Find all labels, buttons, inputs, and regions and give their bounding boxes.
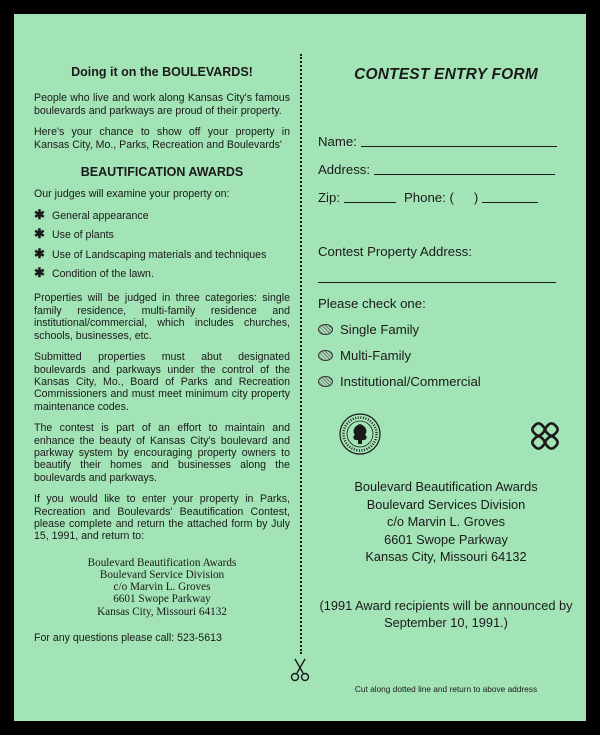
intro-paragraph: People who live and work along Kansas City's famous boulevards and parkways are proud of their property. bbox=[34, 92, 290, 117]
address-field[interactable]: Address: bbox=[318, 162, 555, 177]
check-label: Please check one: bbox=[318, 296, 426, 311]
body-paragraph: The contest is part of an effort to maintain and enhance the beauty of Kansas City's boulevard and parkway system by encouraging property owners to beautify their homes and businesses along the boulevards and parkways. bbox=[34, 422, 290, 484]
option-institutional[interactable]: Institutional/Commercial bbox=[318, 374, 481, 389]
intro-paragraph: Here's your chance to show off your property in Kansas City, Mo., Parks, Recreation and Boulevards' bbox=[34, 126, 290, 151]
questions-phone: For any questions please call: 523-5613 bbox=[34, 631, 222, 644]
list-item: ✱ Condition of the lawn. bbox=[34, 265, 154, 281]
option-multi-family[interactable]: Multi-Family bbox=[318, 348, 411, 363]
announcement-note: (1991 Award recipients will be announced by September 10, 1991.) bbox=[319, 598, 573, 630]
criteria-list bbox=[34, 206, 290, 281]
info-column bbox=[34, 66, 290, 644]
list-item: ✱ Use of Landscaping materials and techniques bbox=[34, 245, 267, 261]
asterisk-icon: ✱ bbox=[34, 226, 45, 242]
awards-heading: BEAUTIFICATION AWARDS bbox=[80, 165, 244, 180]
scissors-icon bbox=[289, 658, 311, 682]
list-item: ✱ Use of plants bbox=[34, 226, 114, 242]
cut-line[interactable] bbox=[300, 54, 302, 654]
brochure-sheet bbox=[14, 14, 586, 721]
radio-oval[interactable] bbox=[318, 376, 333, 387]
radio-oval[interactable] bbox=[318, 324, 333, 335]
asterisk-icon: ✱ bbox=[34, 206, 45, 222]
asterisk-icon: ✱ bbox=[34, 245, 45, 261]
property-address-label: Contest Property Address: bbox=[318, 244, 472, 259]
option-single-family[interactable]: Single Family bbox=[318, 322, 419, 337]
name-line[interactable] bbox=[361, 146, 557, 147]
asterisk-icon: ✱ bbox=[34, 265, 45, 281]
phone-line[interactable] bbox=[482, 202, 538, 203]
main-heading: Doing it on the BOULEVARDS! bbox=[71, 65, 253, 79]
zip-line[interactable] bbox=[344, 202, 396, 203]
body-paragraph: Submitted properties must abut designated boulevards and parkways under the control of the Kansas City, Mo., Board of Parks and Recreation Commissioners and must meet minimum city property maintenance codes. bbox=[34, 351, 290, 413]
mailing-address: Boulevard Beautification Awards Boulevard Services Division c/o Marvin L. Groves 6601 Swope Parkway Kansas City, Missouri 64132 bbox=[354, 479, 538, 564]
name-field[interactable]: Name: bbox=[318, 134, 557, 149]
form-title: CONTEST ENTRY FORM bbox=[354, 66, 538, 83]
entry-form bbox=[318, 66, 574, 694]
body-paragraph: Properties will be judged in three categories: single family residence, multi-family residence and institutional/commercial, which includes churches, schools, businesses, etc. bbox=[34, 292, 290, 342]
parks-seal-logo bbox=[338, 412, 382, 456]
address-line[interactable] bbox=[374, 174, 555, 175]
knot-logo bbox=[528, 419, 562, 453]
cut-instruction: Cut along dotted line and return to above address bbox=[354, 684, 538, 694]
return-address: Boulevard Beautification Awards Boulevard Service Division c/o Marvin L. Groves 6601 Swope Parkway Kansas City, Missouri 64132 bbox=[87, 556, 237, 618]
zip-phone-field[interactable]: Zip: Phone: ( ) bbox=[318, 190, 538, 205]
judges-intro: Our judges will examine your property on: bbox=[34, 188, 230, 201]
list-item: ✱ General appearance bbox=[34, 206, 149, 222]
body-paragraph: If you would like to enter your property in Parks, Recreation and Boulevards' Beautification Contest, please complete and return the attached form by July 15, 1991, and return to: bbox=[34, 493, 290, 543]
radio-oval[interactable] bbox=[318, 350, 333, 361]
property-address-line[interactable] bbox=[318, 282, 556, 283]
